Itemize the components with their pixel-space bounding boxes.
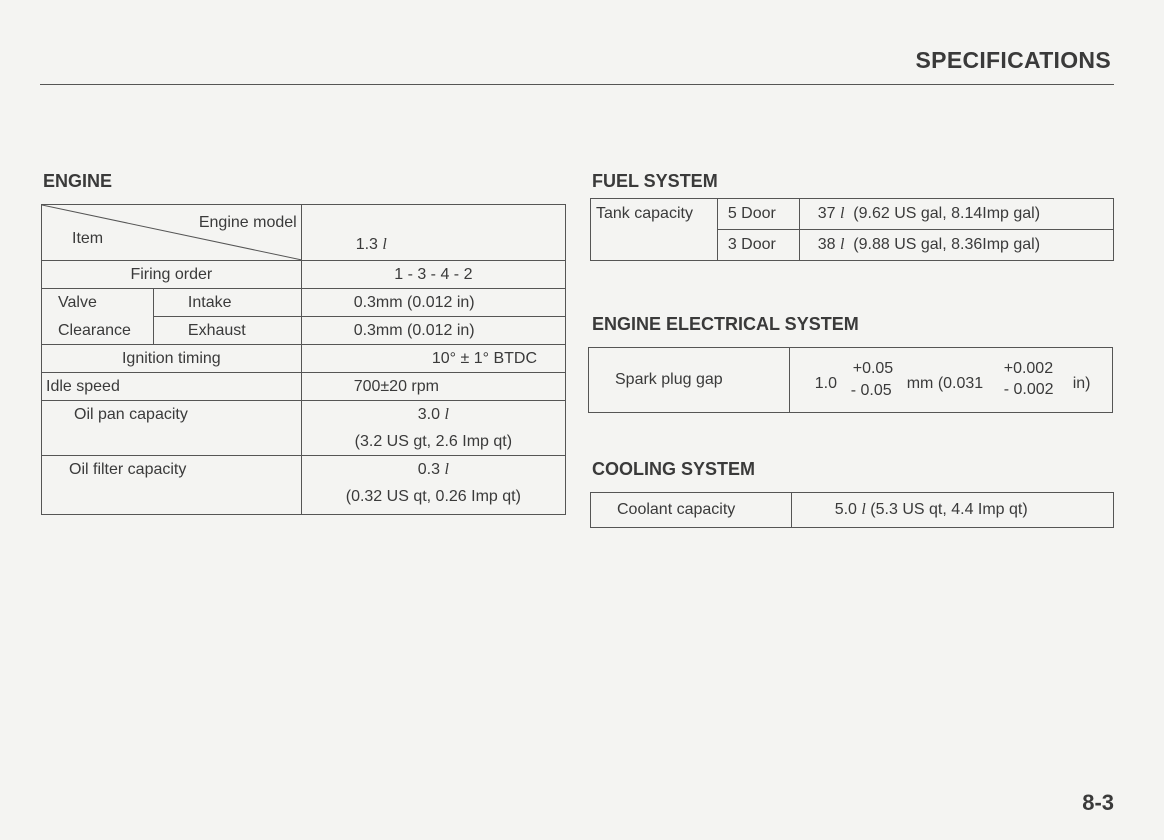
table-row [42, 456, 566, 484]
table-row [42, 317, 566, 345]
cooling-spec-table [590, 492, 1114, 528]
coolant-amount: 5.0 [834, 501, 857, 518]
liter-symbol: l [444, 461, 449, 478]
table-row [42, 345, 566, 373]
door-type: 5 Door [717, 199, 799, 230]
tank-amount: 38 [817, 236, 836, 253]
tank-detail: (9.88 US gal, 8.36Imp gal) [853, 236, 1041, 253]
table-row [42, 373, 566, 401]
idle-speed-value: 700±20 rpm [301, 373, 565, 401]
coolant-detail: (5.3 US qt, 4.4 Imp qt) [870, 501, 1028, 518]
engine-model-value [301, 205, 565, 261]
liter-symbol: l [839, 205, 845, 222]
oil-pan-sub: (3.2 US gt, 2.6 Imp qt) [301, 428, 565, 456]
exhaust-value: 0.3mm (0.012 in) [301, 317, 565, 345]
table-row [591, 199, 1114, 230]
intake-value: 0.3mm (0.012 in) [301, 289, 565, 317]
electrical-system-heading: ENGINE ELECTRICAL SYSTEM [592, 314, 859, 334]
table-row [42, 289, 566, 317]
oil-filter-label: Oil filter capacity [42, 456, 302, 515]
valve-label: Valve [42, 289, 154, 317]
oil-pan-label: Oil pan capacity [42, 401, 302, 456]
table-row [42, 205, 566, 261]
liter-symbol: l [861, 501, 866, 518]
engine-model-heading: Engine model [198, 214, 297, 231]
exhaust-label: Exhaust [153, 317, 301, 345]
fuel-spec-table [590, 198, 1114, 261]
header-divider [40, 84, 1114, 85]
oil-filter-sub: (0.32 US qt, 0.26 Imp qt) [301, 483, 565, 515]
gap-tol-minus-mm: - 0.05 [850, 382, 892, 399]
oil-pan-value [301, 401, 565, 429]
fuel-system-heading: FUEL SYSTEM [592, 171, 718, 191]
oil-filter-value [301, 456, 565, 484]
door-type: 3 Door [717, 230, 799, 261]
item-heading: Item [72, 230, 104, 247]
model-number: 1.3 [355, 236, 378, 253]
cooling-system-heading: COOLING SYSTEM [592, 459, 756, 479]
liter-symbol: l [839, 236, 845, 253]
gap-tol-plus-mm: +0.05 [852, 360, 894, 377]
tank-amount: 37 [817, 205, 836, 222]
gap-tol-minus-in: - 0.002 [1003, 381, 1054, 398]
tank-capacity-value [799, 230, 1113, 261]
page-number: 8-3 [1082, 790, 1114, 815]
electrical-spec-table [588, 347, 1113, 413]
intake-label: Intake [153, 289, 301, 317]
spark-plug-label: Spark plug gap [589, 348, 790, 413]
table-row [589, 348, 1113, 413]
coolant-capacity-value [791, 493, 1113, 528]
table-row [591, 493, 1114, 528]
liter-symbol: l [444, 406, 449, 423]
engine-heading: ENGINE [43, 171, 113, 191]
idle-speed-label: Idle speed [42, 373, 302, 401]
engine-header-cell [42, 205, 302, 261]
table-row [42, 401, 566, 429]
coolant-capacity-label: Coolant capacity [591, 493, 792, 528]
tank-detail: (9.62 US gal, 8.14Imp gal) [853, 205, 1041, 222]
ignition-timing-value: 10° ± 1° BTDC [301, 345, 565, 373]
tank-capacity-label: Tank capacity [591, 199, 718, 261]
ignition-timing-label: Ignition timing [42, 345, 302, 373]
clearance-label: Clearance [42, 317, 154, 345]
firing-order-label: Firing order [42, 261, 302, 289]
oil-filter-amount: 0.3 [417, 461, 441, 478]
gap-in-text: in) [1072, 375, 1091, 392]
liter-symbol: l [382, 236, 387, 253]
page-header-title: SPECIFICATIONS [915, 47, 1111, 73]
oil-pan-amount: 3.0 [417, 406, 441, 423]
spark-plug-value [789, 348, 1112, 413]
table-row [42, 261, 566, 289]
gap-base-mm: 1.0 [814, 375, 837, 392]
gap-mm-text: mm (0.031 [906, 375, 984, 392]
tank-capacity-value [799, 199, 1113, 230]
gap-tol-plus-in: +0.002 [1003, 360, 1054, 377]
engine-spec-table [41, 204, 566, 515]
firing-order-value: 1 - 3 - 4 - 2 [301, 261, 565, 289]
